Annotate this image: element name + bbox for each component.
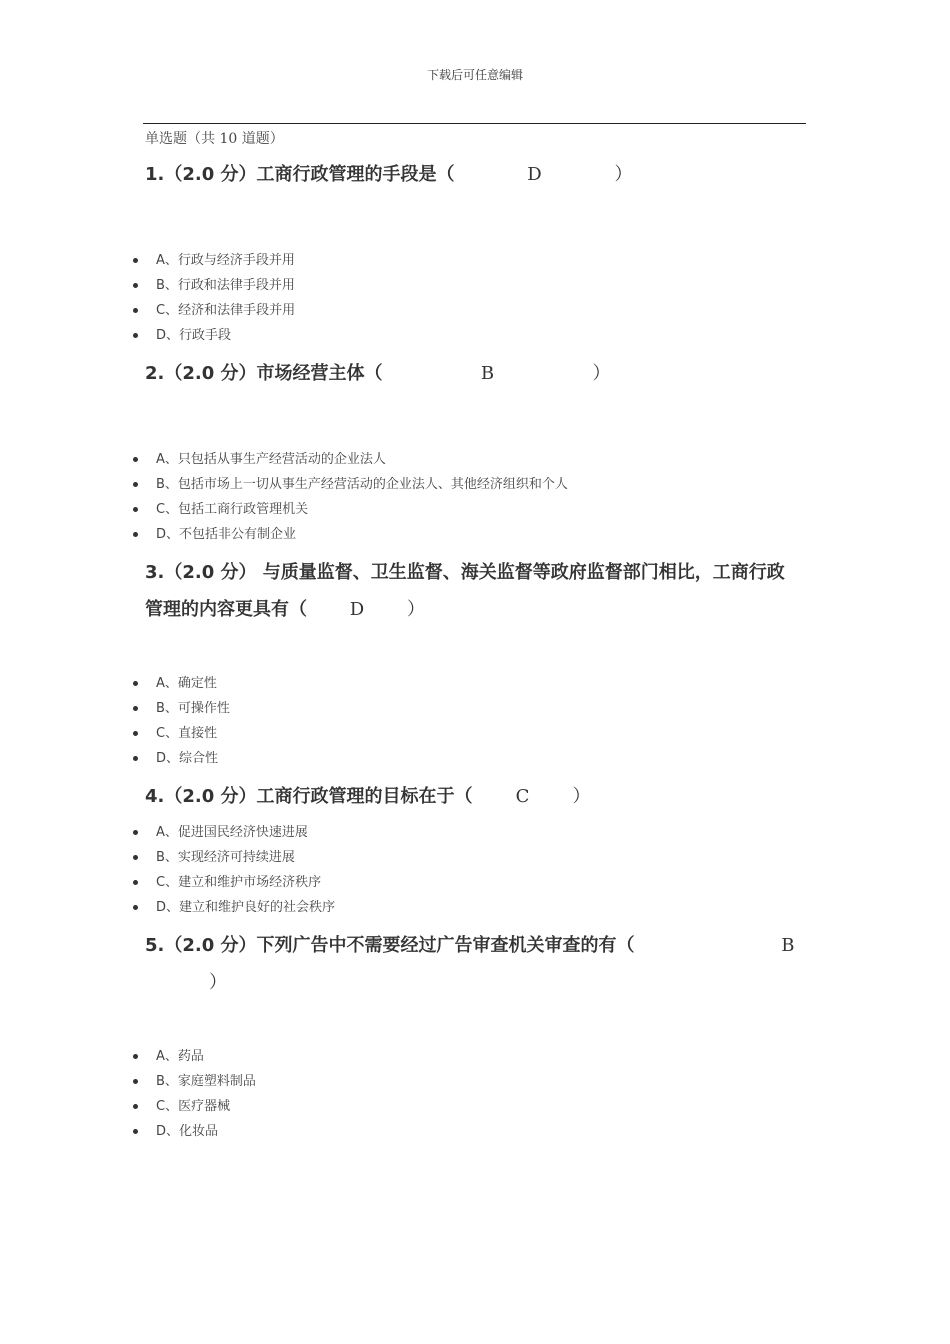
- question-3-title: 3.（2.0 分） 与质量监督、卫生监督、海关监督等政府监督部门相比，工商行政管理的内容更具有（: [145, 562, 785, 620]
- bullet-icon: [133, 731, 138, 736]
- option-item[interactable]: C、直接性: [131, 721, 230, 746]
- question-2-title: 2.（2.0 分）市场经营主体（: [145, 363, 383, 384]
- question-5-options: [131, 1044, 256, 1144]
- option-item[interactable]: D、化妆品: [131, 1119, 256, 1144]
- question-5-close: ）: [209, 972, 227, 993]
- option-item[interactable]: D、综合性: [131, 746, 230, 771]
- bullet-icon: [133, 333, 138, 338]
- question-4-options: [131, 820, 335, 920]
- question-1-title: 1.（2.0 分）工商行政管理的手段是（: [145, 164, 455, 185]
- bullet-icon: [133, 880, 138, 885]
- question-2-options: [131, 447, 568, 547]
- option-item[interactable]: A、只包括从事生产经营活动的企业法人: [131, 447, 568, 472]
- question-4-close: ）: [572, 786, 591, 807]
- bullet-icon: [133, 532, 138, 537]
- bullet-icon: [133, 905, 138, 910]
- option-item[interactable]: A、行政与经济手段并用: [131, 248, 295, 273]
- bullet-icon: [133, 283, 138, 288]
- bullet-icon: [133, 830, 138, 835]
- question-3: [145, 554, 800, 628]
- option-item[interactable]: A、促进国民经济快速进展: [131, 820, 335, 845]
- bullet-icon: [133, 258, 138, 263]
- bullet-icon: [133, 1129, 138, 1134]
- option-item[interactable]: B、家庭塑料制品: [131, 1069, 256, 1094]
- option-item[interactable]: B、可操作性: [131, 696, 230, 721]
- bullet-icon: [133, 706, 138, 711]
- option-item[interactable]: B、行政和法律手段并用: [131, 273, 295, 298]
- question-3-answer: D: [349, 599, 365, 620]
- question-5: [145, 927, 805, 1001]
- question-2: [145, 355, 805, 392]
- question-5-title: 5.（2.0 分）下列广告中不需要经过广告审查机关审查的有（: [145, 935, 635, 956]
- option-item[interactable]: C、经济和法律手段并用: [131, 298, 295, 323]
- option-item[interactable]: A、确定性: [131, 671, 230, 696]
- option-item[interactable]: A、药品: [131, 1044, 256, 1069]
- question-3-close: ）: [407, 599, 425, 620]
- bullet-icon: [133, 1054, 138, 1059]
- bullet-icon: [133, 457, 138, 462]
- question-1-answer: D: [527, 164, 542, 185]
- question-4: [145, 778, 805, 815]
- option-item[interactable]: D、建立和维护良好的社会秩序: [131, 895, 335, 920]
- question-4-title: 4.（2.0 分）工商行政管理的目标在于（: [145, 786, 473, 807]
- option-item[interactable]: C、包括工商行政管理机关: [131, 497, 568, 522]
- option-item[interactable]: D、行政手段: [131, 323, 295, 348]
- question-1: [145, 156, 805, 193]
- bullet-icon: [133, 756, 138, 761]
- section-title: 单选题（共 10 道题）: [145, 131, 284, 147]
- bullet-icon: [133, 507, 138, 512]
- question-5-answer: B: [781, 935, 795, 956]
- question-2-close: ）: [592, 363, 611, 384]
- header-divider: [143, 123, 806, 124]
- option-item[interactable]: C、医疗器械: [131, 1094, 256, 1119]
- option-item[interactable]: B、实现经济可持续进展: [131, 845, 335, 870]
- bullet-icon: [133, 855, 138, 860]
- question-2-answer: B: [480, 363, 495, 384]
- question-4-answer: C: [515, 786, 530, 807]
- question-3-options: [131, 671, 230, 771]
- bullet-icon: [133, 1104, 138, 1109]
- header-note: 下载后可任意编辑: [426, 68, 523, 82]
- option-item[interactable]: D、不包括非公有制企业: [131, 522, 568, 547]
- bullet-icon: [133, 681, 138, 686]
- question-1-options: [131, 248, 295, 348]
- option-item[interactable]: B、包括市场上一切从事生产经营活动的企业法人、其他经济组织和个人: [131, 472, 568, 497]
- bullet-icon: [133, 308, 138, 313]
- option-item[interactable]: C、建立和维护市场经济秩序: [131, 870, 335, 895]
- bullet-icon: [133, 1079, 138, 1084]
- question-1-close: ）: [614, 164, 633, 185]
- bullet-icon: [133, 482, 138, 487]
